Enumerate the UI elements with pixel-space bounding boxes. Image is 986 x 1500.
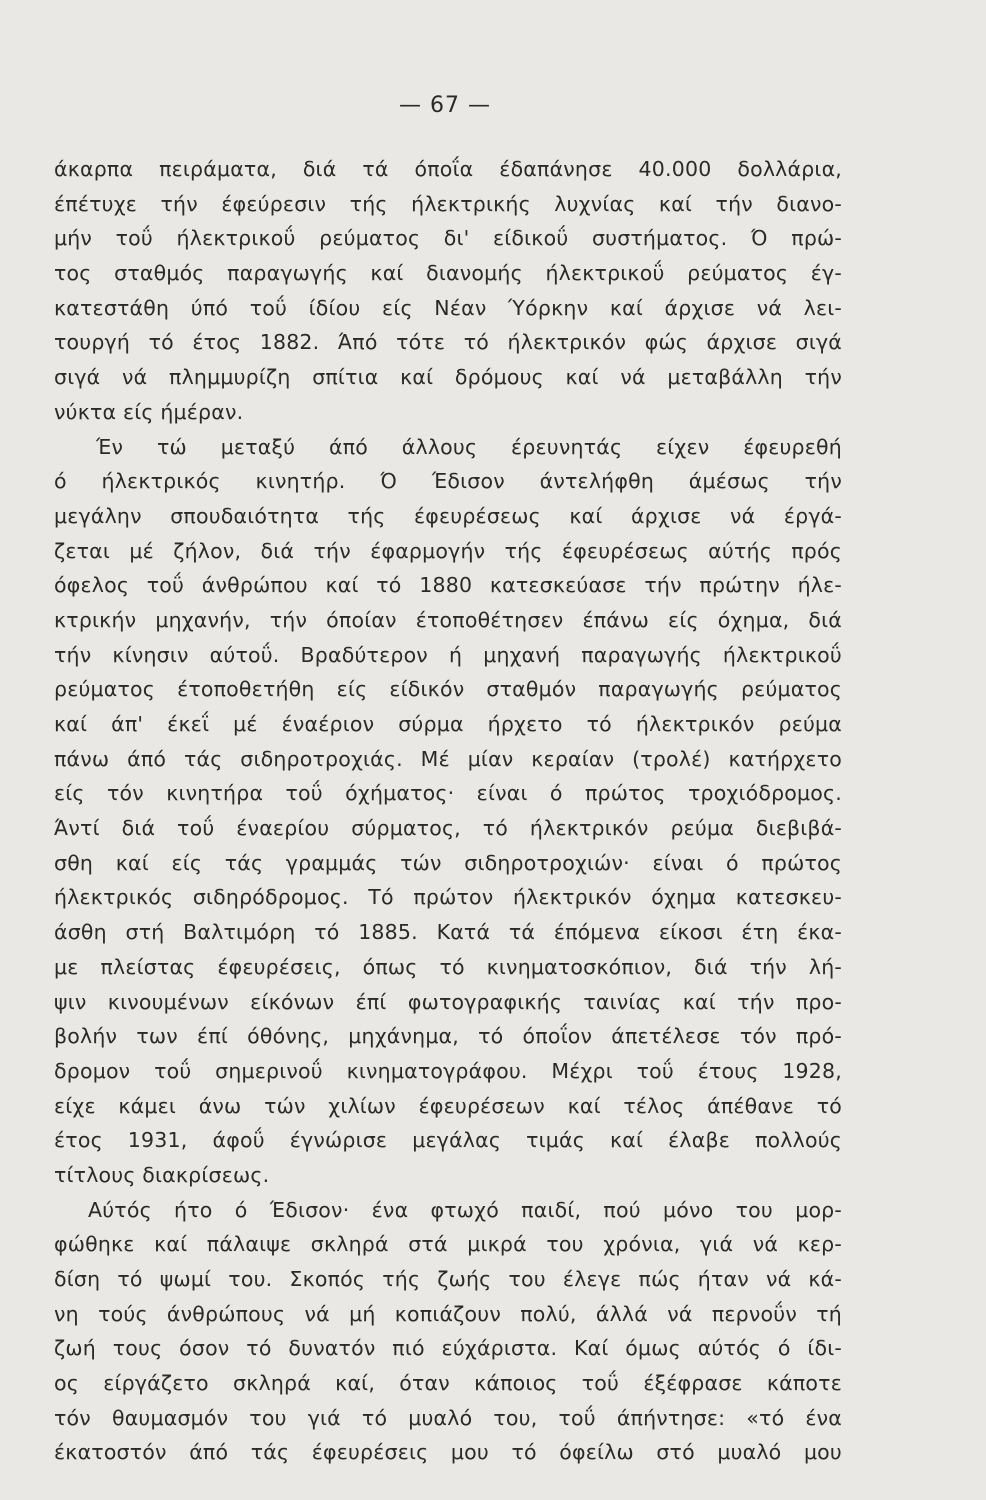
text-line: κτρικήν μηχανήν, τήν όποίαν έτοποθέτησεν έπάνω είς όχημα, διά xyxy=(54,607,842,632)
text-line: τουργή τό έτος 1882. Άπό τότε τό ήλεκτρικόν φώς άρχισε σιγά xyxy=(54,330,842,355)
text-line: έτος 1931, άφοΰ έγνώρισε μεγάλας τιμάς καί έλαβε πολλούς xyxy=(54,1128,842,1153)
text-line: Έν τώ μεταξύ άπό άλλους έρευνητάς είχεν έφευρεθή xyxy=(96,434,842,459)
text-line: δίση τό ψωμί του. Σκοπός τής ζωής του έλεγε πώς ήταν νά κά- xyxy=(54,1267,842,1291)
text-line: έκατοστόν άπό τάς έφευρέσεις μου τό όφείλω στό μυαλό μου xyxy=(54,1440,842,1465)
text-line: ό ήλεκτρικός κινητήρ. Ό Έδισον άντελήφθη άμέσως τήν xyxy=(54,469,842,494)
text-line: ψιν κινουμένων είκόνων έπί φωτογραφικής ταινίας καί τήν προ- xyxy=(54,989,842,1014)
text-line: Αύτός ήτο ό Έδισον· ένα φτωχό παιδί, πού μόνο του μορ- xyxy=(88,1197,842,1222)
text-line: με πλείστας έφευρέσεις, όπως τό κινηματοσκόπιον, διά τήν λή- xyxy=(54,954,842,979)
text-line: νύκτα είς ήμέραν. xyxy=(54,399,244,424)
text-line: κατεστάθη ύπό τοΰ ίδίου είς Νέαν Ύόρκην καί άρχισε νά λει- xyxy=(54,295,842,320)
text-line: φώθηκε καί πάλαιψε σκληρά στά μικρά του χρόνια, γιά νά κερ- xyxy=(54,1232,842,1257)
text-line: ρεύματος έτοποθετήθη είς είδικόν σταθμόν παραγωγής ρεύματος xyxy=(54,677,842,702)
text-line: είχε κάμει άνω τών χιλίων έφευρέσεων καί τέλος άπέθανε τό xyxy=(54,1093,842,1118)
text-line: πάνω άπό τάς σιδηροτροχιάς. Μέ μίαν κεραίαν (τρολέ) κατήρχετο xyxy=(54,746,842,771)
text-line: τος σταθμός παραγωγής καί διανομής ήλεκτρικοΰ ρεύματος έγ- xyxy=(54,261,842,286)
text-line: μήν τοΰ ήλεκτρικοΰ ρεύματος δι' είδικοΰ συστήματος. Ό πρώ- xyxy=(54,226,842,251)
text-line: είς τόν κινητήρα τοΰ όχήματος· είναι ό πρώτος τροχιόδρομος. xyxy=(54,781,842,806)
page-number: — 67 — xyxy=(399,93,491,118)
text-line: σθη καί είς τάς γραμμάς τών σιδηροτροχιών· είναι ό πρώτος xyxy=(54,850,842,875)
text-line: άκαρπα πειράματα, διά τά όποΐα έδαπάνησε 40.000 δολλάρια, xyxy=(54,157,842,181)
text-line: δρομον τοΰ σημερινοΰ κινηματογράφου. Μέχρι τοΰ έτους 1928, xyxy=(54,1058,842,1083)
text-line: τήν κίνησιν αύτοΰ. Βραδύτερον ή μηχανή παραγωγής ήλεκτρικοΰ xyxy=(54,642,842,667)
text-line: μεγάλην σπουδαιότητα τής έφευρέσεως καί άρχισε νά έργά- xyxy=(54,503,842,528)
text-line: βολήν των έπί όθόνης, μηχάνημα, τό όποΐον άπετέλεσε τόν πρό- xyxy=(54,1024,842,1049)
text-line: τίτλους διακρίσεως. xyxy=(54,1162,270,1187)
text-line: ος είργάζετο σκληρά καί, όταν κάποιος τοΰ έξέφρασε κάποτε xyxy=(54,1371,842,1396)
text-line: άσθη στή Βαλτιμόρη τό 1885. Κατά τά έπόμενα είκοσι έτη έκα- xyxy=(54,920,842,945)
text-line: σιγά νά πλημμυρίζη σπίτια καί δρόμους καί νά μεταβάλλη τήν xyxy=(54,365,842,390)
text-line: ζωή τους όσον τό δυνατόν πιό εύχάριστα. Καί όμως αύτός ό ίδι- xyxy=(54,1336,842,1361)
text-line: ήλεκτρικός σιδηρόδρομος. Τό πρώτον ήλεκτρικόν όχημα κατεσκευ- xyxy=(54,885,842,910)
text-line: καί άπ' έκεΐ μέ έναέριον σύρμα ήρχετο τό ήλεκτρικόν ρεύμα xyxy=(54,712,842,736)
text-line: νη τούς άνθρώπους νά μή κοπιάζουν πολύ, άλλά νά περνοΰν τή xyxy=(54,1301,842,1326)
text-line: ζεται μέ ζήλον, διά τήν έφαρμογήν τής έφευρέσεως αύτής πρός xyxy=(54,538,842,563)
text-line: Άντί διά τοΰ έναερίου σύρματος, τό ήλεκτρικόν ρεύμα διεβιβά- xyxy=(54,816,842,841)
body-text xyxy=(54,152,842,1470)
text-line: έπέτυχε τήν έφεύρεσιν τής ήλεκτρικής λυχνίας καί τήν διανο- xyxy=(54,191,842,216)
text-line: όφελος τοΰ άνθρώπου καί τό 1880 κατεσκεύασε τήν πρώτην ήλε- xyxy=(54,573,842,598)
text-line: τόν θαυμασμόν του γιά τό μυαλό του, τοΰ άπήντησε: «τό ένα xyxy=(54,1405,842,1430)
